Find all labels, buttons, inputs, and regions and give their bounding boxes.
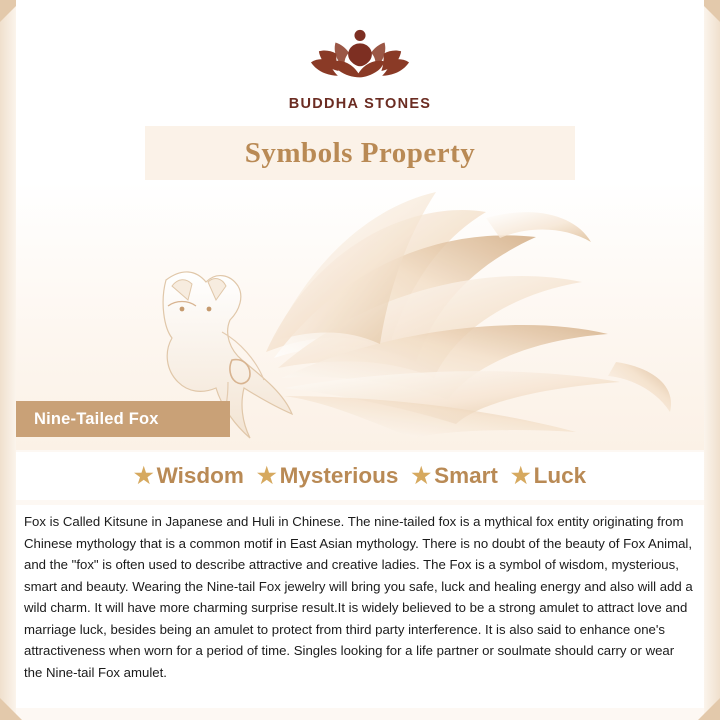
lotus-meditation-icon <box>280 22 440 90</box>
nine-tailed-fox-ribbon <box>16 401 230 437</box>
keyword-label: Mysterious <box>279 463 399 488</box>
keyword-label: Luck <box>533 463 587 488</box>
keyword-list <box>16 452 704 500</box>
keyword-label: Wisdom <box>156 463 244 488</box>
keyword-mysterious <box>257 463 399 489</box>
brand-logo <box>280 22 440 112</box>
ribbon-label: Nine-Tailed Fox <box>34 409 159 428</box>
keyword-label: Smart <box>434 463 498 488</box>
star-icon: ★ <box>256 463 277 488</box>
keyword-smart <box>411 463 498 489</box>
page-title: Symbols Property <box>244 136 476 169</box>
description-block <box>16 505 704 708</box>
star-icon: ★ <box>411 463 432 488</box>
brand-name: BUDDHA STONES <box>288 96 432 112</box>
left-edge-decoration <box>0 0 16 720</box>
title-band <box>145 126 575 180</box>
star-icon: ★ <box>133 463 154 488</box>
star-icon: ★ <box>510 463 531 488</box>
description-text: Fox is Called Kitsune in Japanese and Huli in Chinese. The nine-tailed fox is a mythical fox entity originating from Chinese mythology that is a common motif in East Asian mythology. There is no doubt of the beauty of Fox Animal, and the "fox" is often used to describe attractive and creative ladies. The Fox is a symbol of wisdom, mysterious, smart and beauty. Wearing the Nine-tail Fox jewelry will bring you safe, luck and healing energy and also will add a wild charm. It will have more charming surprise result.It is widely believed to be a strong amulet to attract love and marriage luck, besides being an amulet to protect from third party interference. It is also said to enhance one's attractiveness when worn for a period of time. Singles looking for a life partner or soulmate should carry or wear the Nine-tail Fox amulet. <box>24 514 693 680</box>
keyword-wisdom <box>134 463 244 489</box>
keyword-luck <box>511 463 586 489</box>
right-edge-decoration <box>704 0 720 720</box>
